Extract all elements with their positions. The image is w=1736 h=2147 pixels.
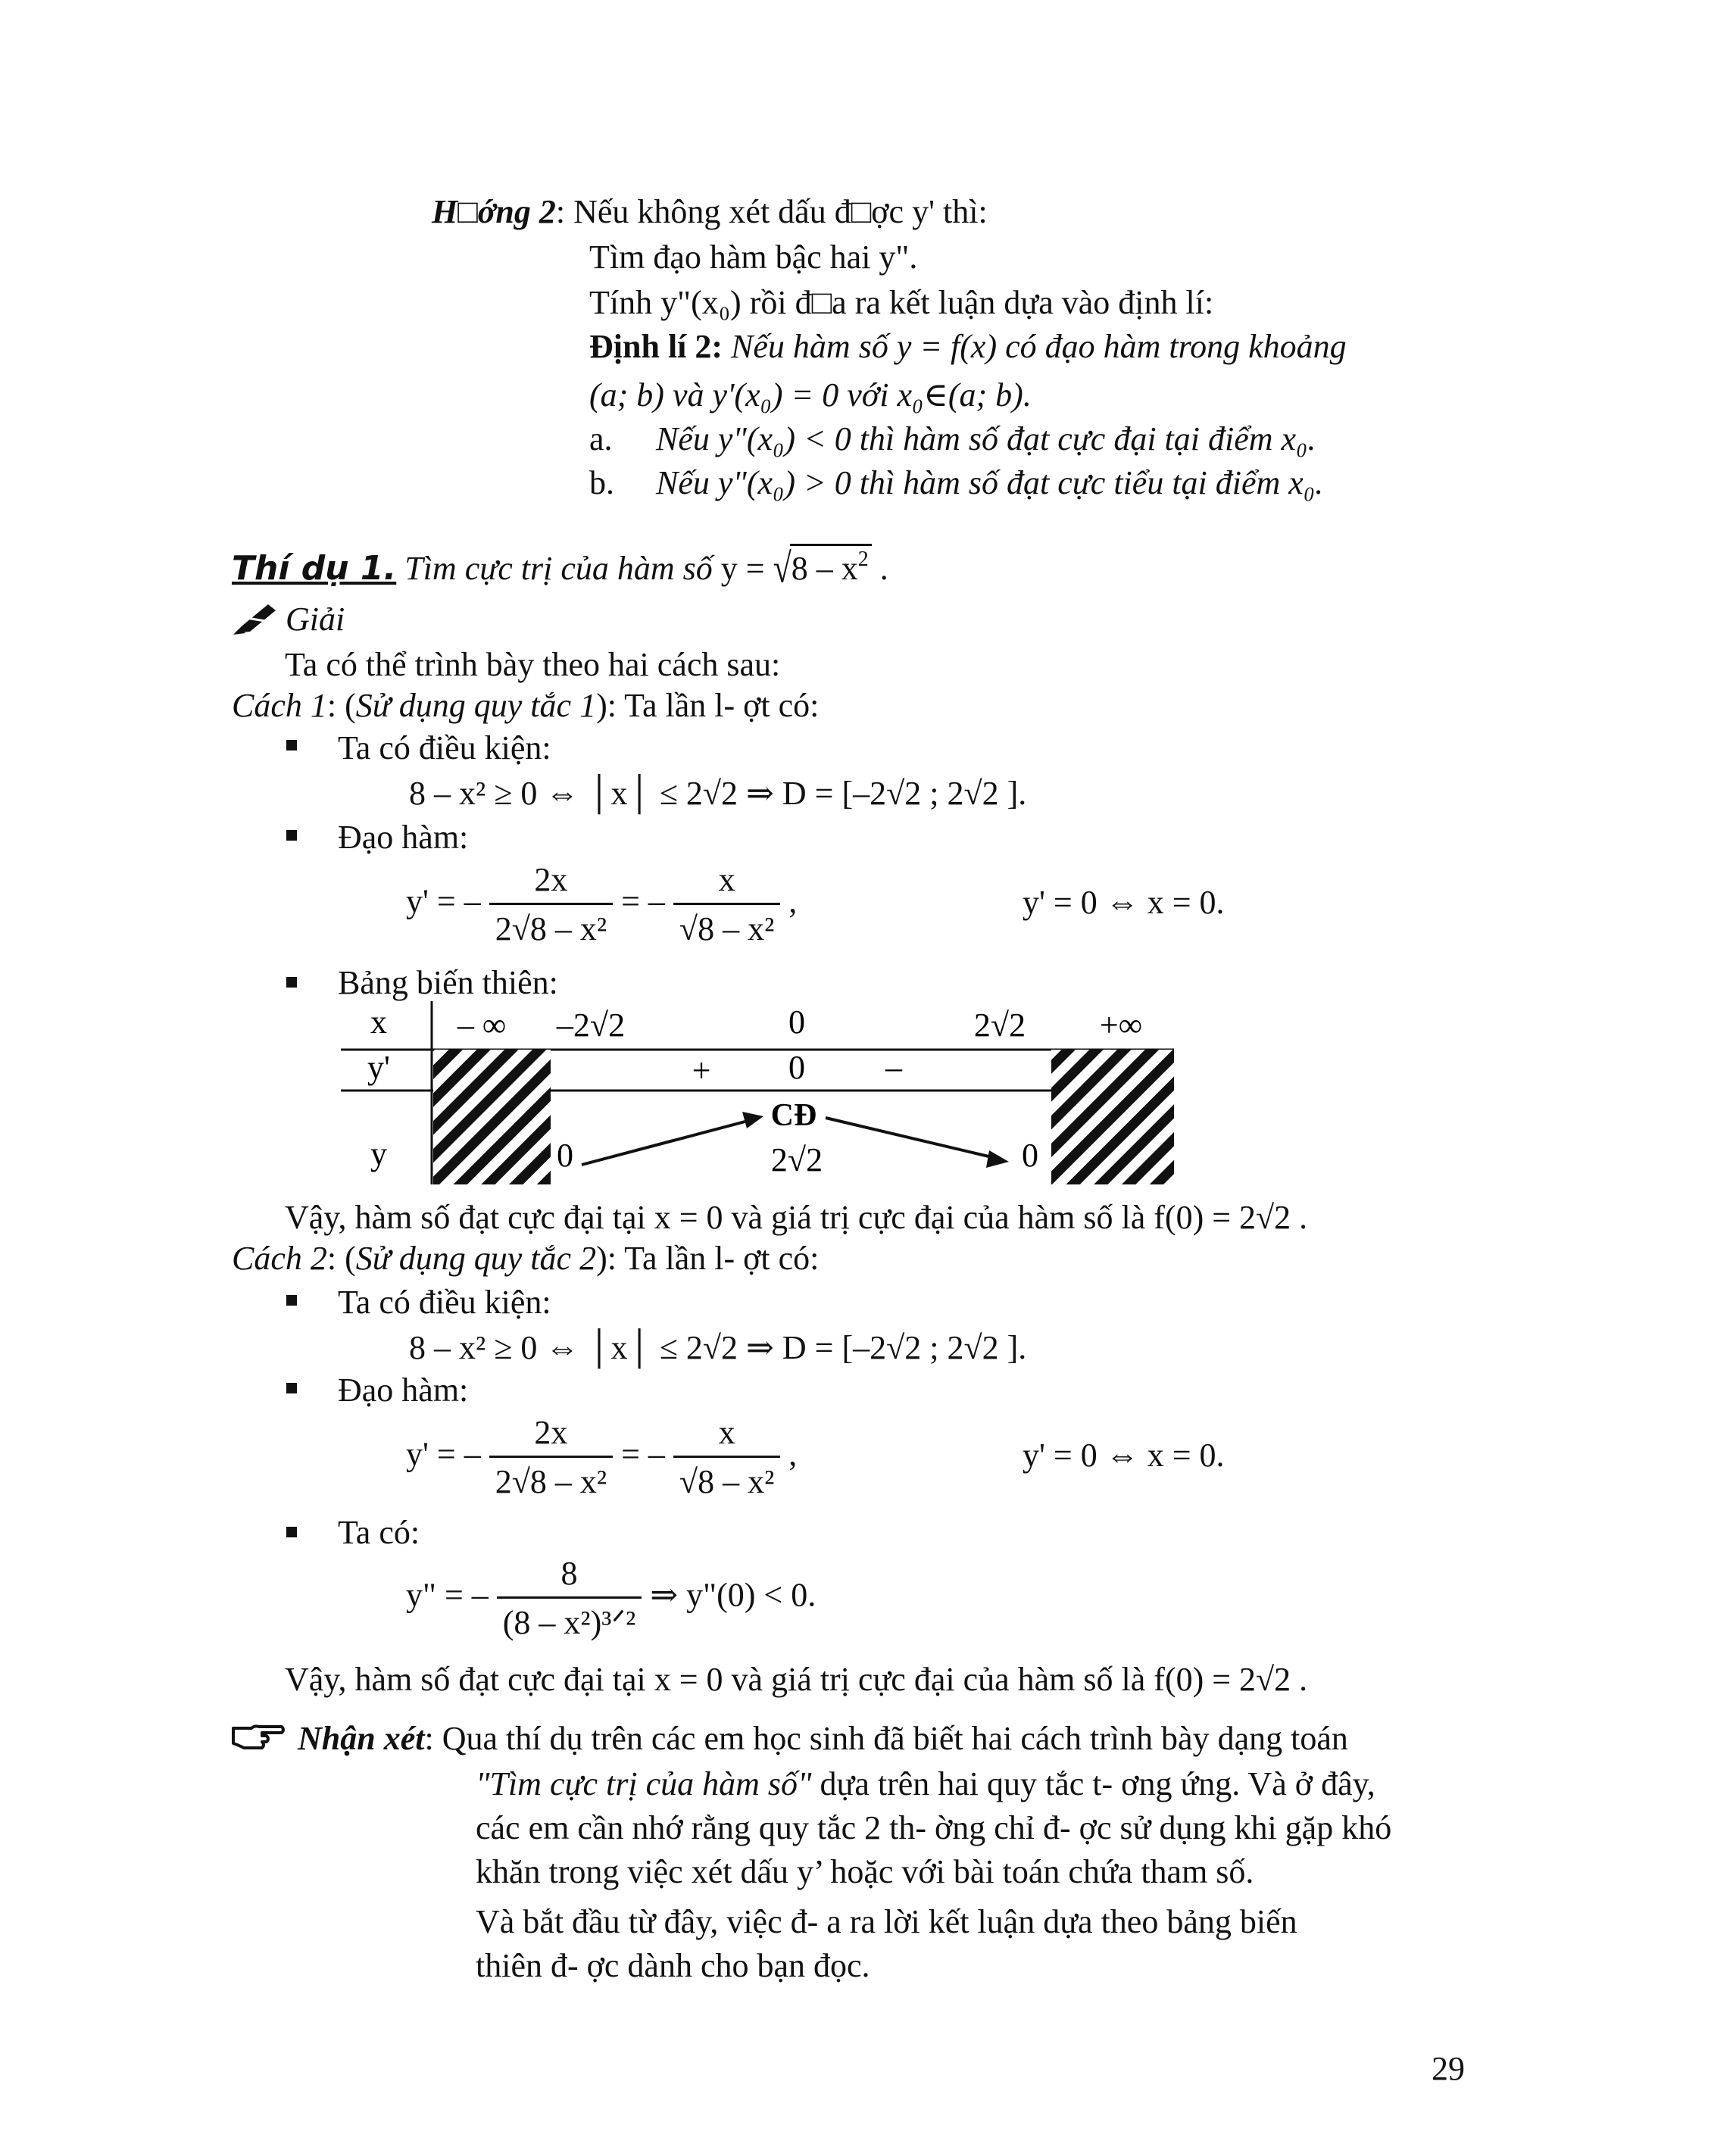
deriv-frac1 bbox=[489, 1416, 613, 1499]
example-func-exp: 2 bbox=[857, 548, 869, 571]
page-number: 29 bbox=[1432, 2050, 1465, 2087]
pointing-hand-icon bbox=[232, 1722, 285, 1752]
method1-deriv-label: Đạo hàm: bbox=[338, 819, 469, 856]
theorem-text1: Nếu hàm số y = f(x) có đạo hàm trong khoảng bbox=[731, 328, 1347, 365]
arrow-up bbox=[582, 1119, 754, 1165]
method2-deriv-label: Đạo hàm: bbox=[338, 1372, 469, 1409]
remark-line3: các em cần nhớ rằng quy tắc 2 th- ờng chỉ đ- ợc sử dụng khi gặp khó bbox=[476, 1809, 1392, 1846]
example-task: Tìm cực trị của hàm số bbox=[404, 550, 713, 587]
case-b-label: b. bbox=[589, 464, 614, 501]
method1-cond-math: 8 – x² ≥ 0 ⇔ │x│ ≤ 2√2 ⇒ D = [–2√2 ; 2√2 ]. bbox=[409, 775, 1027, 812]
deriv-den1: 2√8 – x² bbox=[489, 1456, 613, 1499]
example-func-end: . bbox=[879, 550, 888, 587]
deriv-lhs: y' = – bbox=[406, 882, 481, 920]
theorem-label: Định lí 2: bbox=[589, 328, 723, 365]
bullet bbox=[286, 1527, 297, 1537]
method2-cond-math: 8 – x² ≥ 0 ⇔ │x│ ≤ 2√2 ⇒ D = [–2√2 ; 2√2 ]. bbox=[409, 1329, 1027, 1366]
variation-table bbox=[333, 998, 1189, 1187]
method1-table-label: Bảng biến thiên: bbox=[338, 964, 558, 1001]
x-value: –2√2 bbox=[556, 1006, 626, 1044]
theorem-line1 bbox=[589, 330, 1347, 364]
example-func-radicand: 8 – x bbox=[791, 550, 858, 587]
hatch-right bbox=[1051, 1050, 1174, 1184]
yp-sign: + bbox=[692, 1052, 711, 1089]
deriv-tail: , bbox=[788, 1435, 798, 1473]
deriv-num2: x bbox=[718, 861, 735, 898]
case-b-text: Nếu y"(x₀) > 0 thì hàm số đạt cực tiểu tại điểm x₀. bbox=[656, 464, 1324, 501]
method1-deriv-root: y' = 0 ⇔ x = 0. bbox=[1023, 884, 1225, 921]
huong2-text: : Nếu không xét dấu đ□ợc y' thì: bbox=[555, 193, 988, 230]
example-func-radical: $√8 - x^2$ bbox=[773, 544, 872, 585]
arrow-down-head bbox=[986, 1150, 1009, 1168]
x-value: – ∞ bbox=[457, 1006, 507, 1044]
deriv-frac2 bbox=[673, 1416, 780, 1499]
bullet bbox=[286, 1383, 297, 1393]
row-label-yp: y' bbox=[367, 1049, 390, 1086]
remark-line1-text: : Qua thí dụ trên các em học sinh đã biết hai cách trình bày dạng toán bbox=[424, 1720, 1348, 1757]
deriv-num1: 2x bbox=[534, 861, 568, 898]
deriv-den2: √8 – x² bbox=[673, 903, 780, 946]
deriv-den1: 2√8 – x² bbox=[489, 903, 613, 946]
yp-value: 0 bbox=[788, 1049, 805, 1086]
huong2-label: H□ớng 2 bbox=[432, 193, 556, 230]
row-label-y: y bbox=[370, 1135, 387, 1172]
method1-tail: ): Ta lần l- ợt có: bbox=[596, 687, 820, 724]
method1-cond-label: Ta có điều kiện: bbox=[338, 729, 551, 766]
case-a-label: a. bbox=[589, 420, 613, 457]
hatch-left bbox=[433, 1050, 551, 1184]
deriv-frac2 bbox=[673, 863, 780, 946]
bullet bbox=[286, 830, 297, 841]
arrow-up-head bbox=[742, 1112, 763, 1128]
method1-label: Cách 1 bbox=[232, 687, 327, 724]
remark-line2-text: dựa trên hai quy tắc t- ơng ứng. Và ở đây, bbox=[811, 1765, 1375, 1802]
remark-label: Nhận xét bbox=[298, 1720, 425, 1757]
example-label: Thí dụ 1. bbox=[232, 549, 397, 588]
yp-sign: – bbox=[885, 1049, 902, 1086]
solution-line bbox=[232, 603, 345, 636]
y-value: 0 bbox=[557, 1137, 573, 1174]
method2-rule: Sử dụng quy tắc 2 bbox=[355, 1240, 597, 1277]
remark-line6: thiên đ- ợc dành cho bạn đọc. bbox=[476, 1947, 870, 1984]
remark-line1 bbox=[232, 1722, 1348, 1755]
bullet bbox=[286, 1295, 297, 1306]
deriv-frac1 bbox=[489, 863, 613, 946]
pen-icon bbox=[232, 603, 277, 636]
huong2-line3: Tính y"(x₀) rồi đ□a ra kết luận dựa vào định lí: bbox=[589, 284, 1214, 321]
huong2-line bbox=[432, 195, 988, 229]
method2-label: Cách 2 bbox=[232, 1240, 327, 1277]
second-tail: ⇒ y"(0) < 0. bbox=[650, 1576, 816, 1614]
deriv-den2: √8 – x² bbox=[673, 1456, 780, 1499]
method2-cond-label: Ta có điều kiện: bbox=[338, 1284, 551, 1321]
method2-line: Cách 2: (Sử dụng quy tắc 2): Ta lần l- ợt có: bbox=[232, 1240, 820, 1277]
second-num: 8 bbox=[560, 1555, 578, 1592]
example-line bbox=[232, 544, 888, 591]
y-value: 0 bbox=[1022, 1137, 1038, 1174]
y-value: 2√2 bbox=[770, 1141, 823, 1178]
method1-rule: Sử dụng quy tắc 1 bbox=[355, 687, 597, 724]
row-label-x: x bbox=[370, 1003, 387, 1041]
method1-derivative bbox=[406, 863, 797, 946]
x-value: 0 bbox=[788, 1003, 805, 1041]
method2-second-label: Ta có: bbox=[338, 1514, 420, 1551]
second-derivative bbox=[406, 1557, 816, 1640]
deriv-lhs: y' = – bbox=[406, 1435, 481, 1473]
deriv-num1: 2x bbox=[534, 1414, 568, 1451]
second-frac bbox=[497, 1557, 642, 1640]
theorem-line2: (a; b) và y'(x₀) = 0 với x₀∈(a; b). bbox=[589, 376, 1032, 413]
case-a-text: Nếu y"(x₀) < 0 thì hàm số đạt cực đại tại điểm x₀. bbox=[656, 420, 1316, 457]
method2-deriv-root: y' = 0 ⇔ x = 0. bbox=[1023, 1437, 1225, 1474]
deriv-mid: = – bbox=[621, 1435, 665, 1473]
bullet bbox=[286, 977, 297, 988]
example-func-lhs: y = bbox=[720, 550, 765, 587]
x-value: +∞ bbox=[1099, 1006, 1143, 1044]
arrow-down bbox=[826, 1118, 998, 1159]
bullet bbox=[286, 740, 297, 751]
method2-conclusion: Vậy, hàm số đạt cực đại tại x = 0 và giá trị cực đại của hàm số là f(0) = 2√2 . bbox=[285, 1661, 1308, 1698]
huong2-line2: Tìm đạo hàm bậc hai y". bbox=[589, 239, 918, 276]
deriv-tail: , bbox=[788, 882, 798, 920]
y-value-label: CĐ bbox=[770, 1098, 817, 1133]
remark-quote: "Tìm cực trị của hàm số" bbox=[476, 1765, 812, 1802]
method2-tail: ): Ta lần l- ợt có: bbox=[596, 1240, 820, 1277]
solution-intro: Ta có thể trình bày theo hai cách sau: bbox=[285, 646, 781, 683]
remark-line4: khăn trong việc xét dấu y’ hoặc với bài toán chứa tham số. bbox=[476, 1853, 1254, 1890]
second-den: (8 – x²)³ᐟ² bbox=[497, 1596, 642, 1640]
method2-derivative bbox=[406, 1416, 797, 1499]
deriv-mid: = – bbox=[621, 882, 665, 920]
method1-conclusion: Vậy, hàm số đạt cực đại tại x = 0 và giá trị cực đại của hàm số là f(0) = 2√2 . bbox=[285, 1199, 1308, 1236]
deriv-num2: x bbox=[718, 1414, 735, 1451]
solution-label: Giải bbox=[286, 601, 345, 638]
second-lhs: y" = – bbox=[406, 1576, 489, 1614]
remark-line2 bbox=[476, 1765, 1375, 1802]
x-value: 2√2 bbox=[973, 1006, 1026, 1044]
remark-line5: Và bắt đầu từ đây, việc đ- a ra lời kết luận dựa theo bảng biến bbox=[476, 1903, 1297, 1940]
method1-line: Cách 1: (Sử dụng quy tắc 1): Ta lần l- ợt có: bbox=[232, 687, 820, 724]
